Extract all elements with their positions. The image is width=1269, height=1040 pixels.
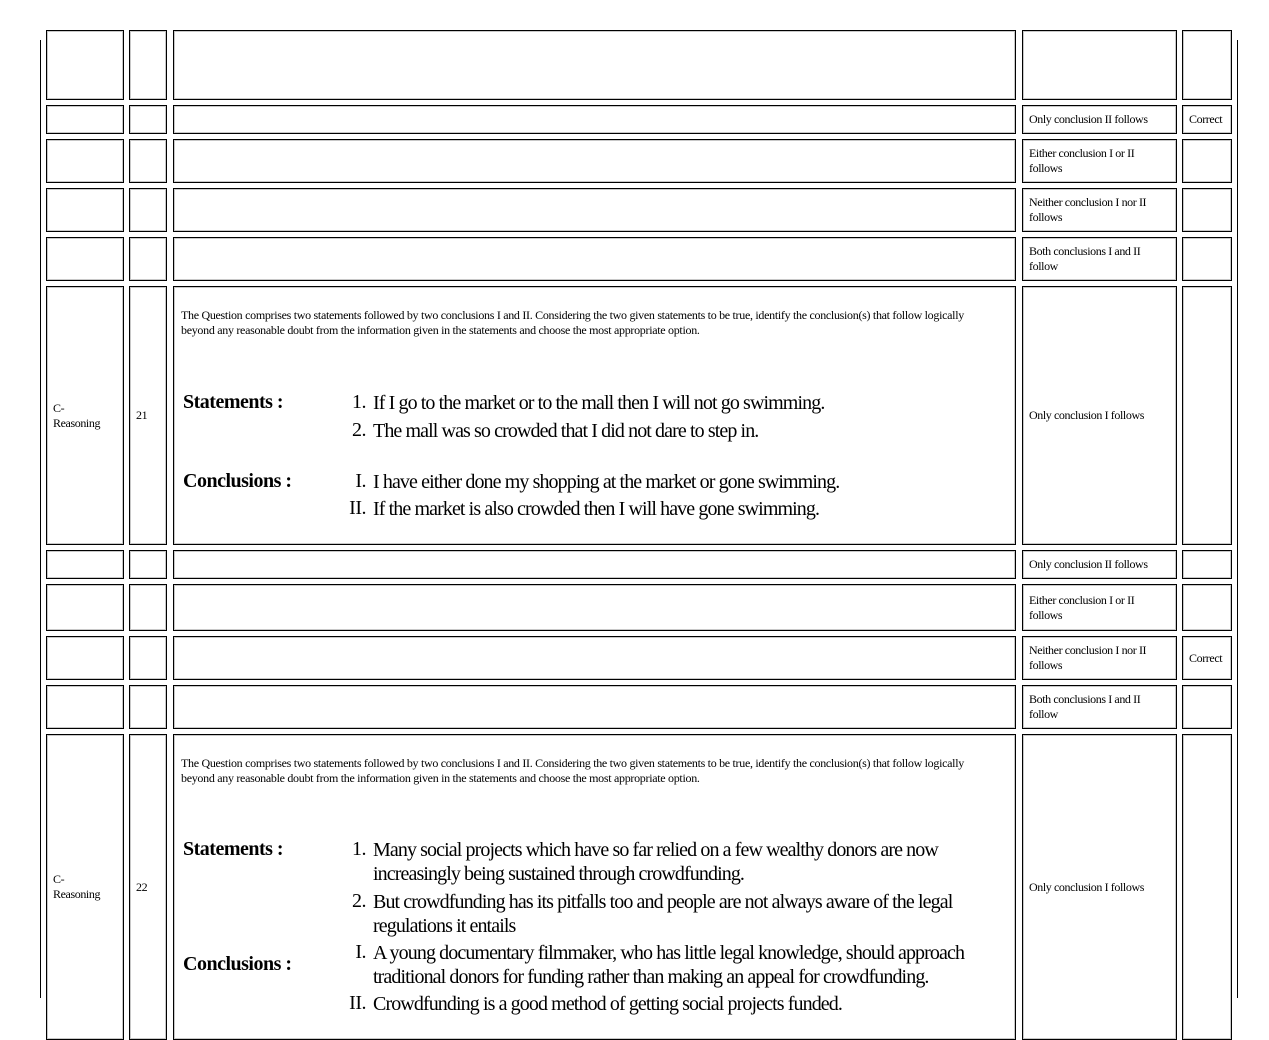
number-cell — [129, 685, 167, 729]
number-cell — [129, 139, 167, 183]
option-cell — [1022, 188, 1177, 232]
subject-cell — [46, 286, 124, 545]
option-text: Only conclusion I follows — [1029, 879, 1144, 894]
status-cell — [1182, 188, 1232, 232]
option-text: Either conclusion I or II follows — [1029, 592, 1135, 622]
statement-text: If I go to the market or to the mall then I will not go swimming. — [373, 392, 825, 414]
question-cell — [173, 188, 1016, 232]
option-text: Neither conclusion I nor II follows — [1029, 643, 1147, 672]
correct-badge: Correct — [1189, 112, 1223, 126]
statement-text: The mall was so crowded that I did not dare to step in. — [373, 420, 759, 442]
number-cell — [129, 188, 167, 232]
option-cell — [1022, 286, 1177, 545]
subject-label: C-Reasoning — [53, 400, 101, 430]
option-cell — [1022, 237, 1177, 281]
question-cell — [173, 550, 1016, 579]
conclusion-text: Crowdfunding is a good method of getting social projects funded. — [373, 993, 842, 1015]
option-text: Neither conclusion I nor II follows — [1029, 195, 1147, 224]
question-cell — [173, 584, 1016, 631]
option-cell — [1022, 584, 1177, 631]
table-border-right — [1237, 40, 1238, 998]
conclusion-number: II. — [349, 992, 366, 1014]
status-cell — [1182, 734, 1232, 1040]
statement-number: 1. — [352, 838, 366, 860]
option-cell — [1022, 139, 1177, 183]
question-cell — [173, 636, 1016, 680]
number-cell — [129, 734, 167, 1040]
number-cell — [129, 30, 167, 100]
status-cell — [1182, 584, 1232, 631]
conclusion-text: If the market is also crowded then I will have gone swimming. — [373, 498, 820, 520]
subject-cell — [46, 237, 124, 281]
statement-number: 1. — [352, 391, 366, 413]
conclusions-label: Conclusions : — [183, 953, 292, 975]
subject-cell — [46, 636, 124, 680]
status-cell — [1182, 286, 1232, 545]
status-cell — [1182, 237, 1232, 281]
option-text: Both conclusions I and II follow — [1029, 244, 1141, 273]
subject-cell — [46, 584, 124, 631]
status-cell — [1182, 550, 1232, 579]
table-border-left — [40, 40, 41, 998]
subject-cell — [46, 105, 124, 134]
subject-label: C-Reasoning — [53, 872, 101, 901]
conclusion-number: I. — [355, 941, 366, 963]
question-cell — [173, 139, 1016, 183]
status-cell — [1182, 685, 1232, 729]
status-cell — [1182, 105, 1232, 134]
subject-cell — [46, 550, 124, 579]
subject-cell — [46, 188, 124, 232]
subject-cell — [46, 30, 124, 100]
option-cell — [1022, 636, 1177, 680]
question-instructions: The Question comprises two statements followed by two conclusions I and II. Considering the two given statements to be true, identify the conclusion(s) that follow logically beyond any reasonable doubt from the information given in the statements and choose the most appropriate option. — [181, 308, 964, 337]
question-number: 21 — [136, 408, 148, 422]
number-cell — [129, 237, 167, 281]
statement-text: But crowdfunding has its pitfalls too and people are not always aware of the legal regulations it entails — [373, 891, 953, 937]
question-cell — [173, 286, 1016, 545]
question-cell — [173, 30, 1016, 100]
question-cell — [173, 105, 1016, 134]
number-cell — [129, 550, 167, 579]
option-cell — [1022, 30, 1177, 100]
statements-label: Statements : — [183, 838, 284, 860]
option-text: Only conclusion II follows — [1029, 557, 1148, 571]
option-cell — [1022, 685, 1177, 729]
conclusions-label: Conclusions : — [183, 470, 292, 492]
number-cell — [129, 105, 167, 134]
number-cell — [129, 584, 167, 631]
number-cell — [129, 636, 167, 680]
conclusion-number: I. — [355, 470, 366, 492]
correct-badge: Correct — [1189, 650, 1223, 665]
option-text: Both conclusions I and II follow — [1029, 692, 1141, 721]
statement-number: 2. — [352, 890, 366, 912]
option-text: Only conclusion II follows — [1029, 112, 1148, 126]
option-cell — [1022, 550, 1177, 579]
option-text: Either conclusion I or II follows — [1029, 146, 1135, 175]
conclusion-number: II. — [349, 497, 366, 519]
option-cell — [1022, 105, 1177, 134]
number-cell — [129, 286, 167, 545]
subject-cell — [46, 139, 124, 183]
statement-number: 2. — [352, 419, 366, 441]
question-instructions: The Question comprises two statements followed by two conclusions I and II. Considering the two given statements to be true, identify the conclusion(s) that follow logically beyond any reasonable doubt from the information given in the statements and choose the most appropriate option. — [181, 756, 964, 785]
question-cell — [173, 734, 1016, 1040]
question-cell — [173, 237, 1016, 281]
status-cell — [1182, 30, 1232, 100]
question-cell — [173, 685, 1016, 729]
statements-label: Statements : — [183, 391, 284, 413]
question-number: 22 — [136, 879, 148, 894]
status-cell — [1182, 139, 1232, 183]
conclusion-text: A young documentary filmmaker, who has little legal knowledge, should approach traditional donors for funding rather than making an appeal for crowdfunding. — [373, 942, 965, 988]
option-text: Only conclusion I follows — [1029, 408, 1144, 422]
question-table — [40, 40, 1239, 1015]
option-cell — [1022, 734, 1177, 1040]
conclusion-text: I have either done my shopping at the market or gone swimming. — [373, 471, 840, 493]
subject-cell — [46, 685, 124, 729]
statement-text: Many social projects which have so far relied on a few wealthy donors are now increasingly being sustained through crowdfunding. — [373, 839, 938, 885]
status-cell — [1182, 636, 1232, 680]
subject-cell — [46, 734, 124, 1040]
